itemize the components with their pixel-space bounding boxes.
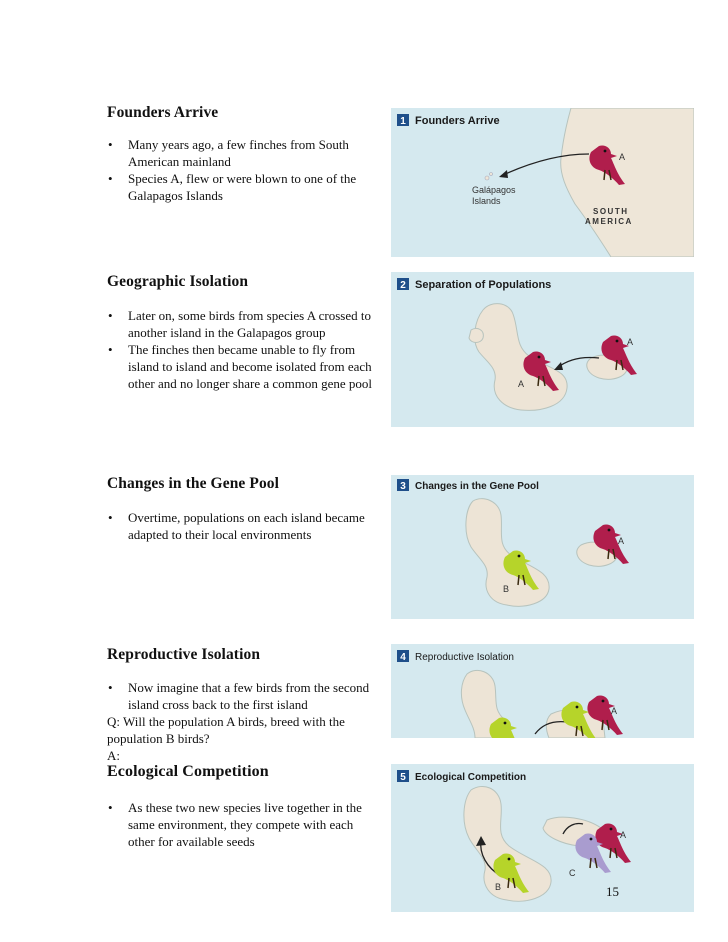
panel-title: Reproductive Isolation bbox=[415, 652, 514, 663]
page-number: 15 bbox=[606, 884, 619, 899]
species-label: A bbox=[611, 706, 618, 716]
panel-title: Ecological Competition bbox=[415, 772, 527, 783]
mainland-label: SOUTH bbox=[593, 207, 629, 216]
species-label: A bbox=[619, 152, 626, 162]
bullet-item: • Overtime, populations on each island became adapted to their local environments bbox=[107, 509, 375, 543]
island-large bbox=[464, 786, 551, 901]
south-america-mainland bbox=[561, 108, 694, 257]
species-label: A bbox=[620, 830, 627, 840]
panel-illustration bbox=[391, 475, 694, 619]
island-dot bbox=[485, 176, 489, 180]
section-changes-gene-pool bbox=[107, 475, 375, 543]
species-label: A bbox=[618, 536, 625, 546]
panel-illustration bbox=[391, 764, 694, 912]
islands-label: Islands bbox=[472, 196, 501, 206]
section-heading: Reproductive Isolation bbox=[107, 646, 261, 663]
species-label: A bbox=[627, 337, 634, 347]
species-label: B bbox=[495, 882, 502, 892]
step-number: 2 bbox=[400, 280, 406, 291]
arrow-head bbox=[499, 170, 508, 178]
bullet-list bbox=[107, 509, 375, 543]
species-label: B bbox=[503, 584, 510, 594]
section-geographic-isolation bbox=[107, 273, 375, 392]
section-heading: Changes in the Gene Pool bbox=[107, 475, 280, 492]
species-label: C bbox=[569, 868, 576, 878]
section-reproductive-isolation bbox=[107, 646, 375, 764]
species-label: A bbox=[518, 379, 525, 389]
section-founders-arrive bbox=[107, 104, 375, 204]
section-heading: Ecological Competition bbox=[107, 763, 269, 780]
question-text: Q: Will the population A birds, breed with the population B birds? bbox=[107, 714, 345, 746]
panel-illustration bbox=[391, 644, 694, 738]
islands-label: Galápagos bbox=[472, 185, 516, 195]
bullet-item: • As these two new species live together in the same environment, they compete with each other for available seeds bbox=[107, 799, 375, 850]
bullet-item: • Many years ago, a few finches from South American mainland bbox=[107, 136, 375, 170]
panel-changes-gene-pool bbox=[391, 475, 694, 619]
island-large bbox=[475, 304, 567, 411]
panel-title: Changes in the Gene Pool bbox=[415, 481, 539, 492]
island-small bbox=[469, 328, 483, 342]
step-number: 5 bbox=[400, 772, 406, 783]
bullet-list bbox=[107, 136, 375, 204]
step-number: 1 bbox=[400, 116, 406, 127]
step-number: 3 bbox=[400, 481, 406, 492]
step-number: 4 bbox=[400, 652, 406, 663]
bullet-item: • Later on, some birds from species A crossed to another island in the Galapagos group bbox=[107, 307, 375, 341]
section-heading: Geographic Isolation bbox=[107, 273, 249, 290]
panel-founders-arrive bbox=[391, 108, 694, 257]
panel-illustration bbox=[391, 108, 694, 257]
panel-reproductive-isolation bbox=[391, 644, 694, 738]
bullet-item: • Now imagine that a few birds from the second island cross back to the first island bbox=[107, 679, 375, 713]
arrow-head bbox=[554, 362, 563, 370]
bullet-item: • The finches then became unable to fly from island to island and become isolated from each other and no longer share a common gene pool bbox=[107, 341, 375, 392]
mainland-label: AMERICA bbox=[585, 217, 633, 226]
island-dot bbox=[490, 173, 493, 176]
bullet-item: • Species A, flew or were blown to one of the Galapagos Islands bbox=[107, 170, 375, 204]
panel-title: Separation of Populations bbox=[415, 279, 552, 291]
panel-illustration bbox=[391, 272, 694, 427]
bullet-list bbox=[107, 799, 375, 850]
panel-separation-populations bbox=[391, 272, 694, 427]
panel-title: Founders Arrive bbox=[415, 115, 500, 127]
panel-ecological-competition bbox=[391, 764, 694, 912]
section-ecological-competition bbox=[107, 763, 375, 850]
bullet-list bbox=[107, 307, 375, 392]
section-heading: Founders Arrive bbox=[107, 104, 219, 121]
answer-text: A: bbox=[107, 748, 120, 763]
bullet-list bbox=[107, 679, 375, 713]
